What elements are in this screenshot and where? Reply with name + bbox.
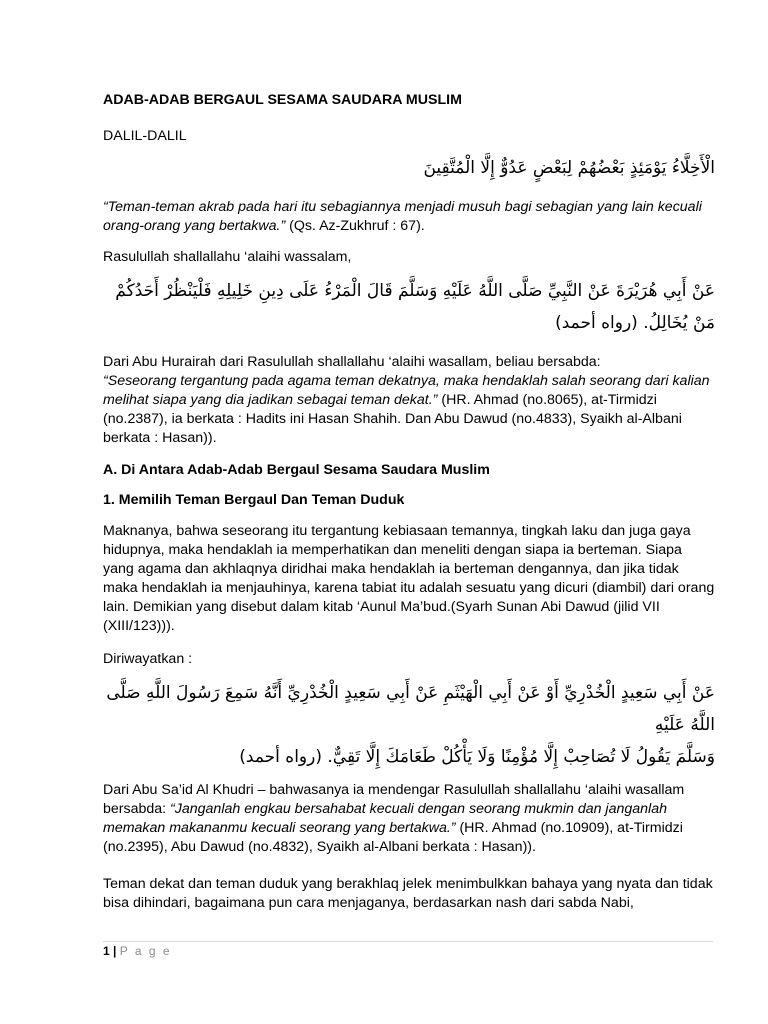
arabic-hadith-2-line-2: وَسَلَّمَ يَقُولُ لَا تُصَاحِبْ إِلَّا مُؤْمِنًا وَلَا يَأْكُلْ طَعَامَكَ إِلَّا تَقِيٌّ. (رواه أحمد) bbox=[239, 747, 715, 767]
hadith-1-translation bbox=[103, 353, 715, 448]
heading-a: A. Di Antara Adab-Adab Bergaul Sesama Saudara Muslim bbox=[103, 462, 490, 478]
rasul-line: Rasulullah shallallahu ‘alaihi wassalam, bbox=[103, 249, 352, 265]
section-subtitle: DALIL-DALIL bbox=[103, 128, 187, 144]
arabic-hadith-2-line-1: عَنْ أَبِي سَعِيدٍ الْخُدْرِيِّ أَوْ عَنْ أَبِي الْهَيْثَمِ عَنْ أَبِي سَعِيدٍ الْخُدْرِيِّ أَنَّهُ سَمِعَ رَسُولَ اللَّهِ صَلَّى اللَّهُ عَلَيْهِ bbox=[106, 683, 715, 735]
hadith-2-reference: (HR. Ahmad (no.10909), at-Tirmidzi (no.2395), Abu Dawud (no.4832), Syaikh al-Albani berkata : Hasan)). bbox=[103, 820, 683, 855]
hadith-1-reference: (HR. Ahmad (no.8065), at-Tirmidzi (no.2387), ia berkata : Hadits ini Hasan Shahih. Dan Abu Dawud (no.4833), Syaikh al-Albani berkata : Hasan)). bbox=[103, 392, 682, 446]
page-number: 1 bbox=[103, 944, 110, 958]
heading-1: 1. Memilih Teman Bergaul Dan Teman Duduk bbox=[103, 492, 405, 508]
verse-translation bbox=[103, 198, 715, 236]
page-footer bbox=[103, 944, 172, 958]
diriwayatkan-label: Diriwayatkan : bbox=[103, 651, 193, 667]
hadith-1-intro: Dari Abu Hurairah dari Rasulullah shallallahu ‘alaihi wasallam, beliau bersabda: bbox=[103, 354, 601, 370]
paragraph-maknanya: Maknanya, bahwa seseorang itu tergantung kebiasaan temannya, tingkah laku dan juga gaya hidupnya, maka hendaklah ia memperhatikan dan meneliti dengan siapa ia berteman. Siapa yang agama dan akhlaqnya diridhai maka hendaklah ia berteman dengannya, dan jika tidak maka hendaklah ia menjauhinya, karena tabiat itu adalah sesuatu yang dicuri (diambil) dari orang lain. Demikian yang disebut dalam kitab ‘Aunul Ma’bud.(Syarh Sunan Abi Dawud (jilid VII (XIII/123))). bbox=[103, 523, 715, 634]
document-title: ADAB-ADAB BERGAUL SESAMA SAUDARA MUSLIM bbox=[103, 92, 462, 108]
footer-divider bbox=[103, 941, 713, 942]
verse-reference: (Qs. Az-Zukhruf : 67). bbox=[285, 218, 425, 234]
verse-translation-text: “Teman-teman akrab pada hari itu sebagiannya menjadi musuh bagi sebagian yang lain kecuali orang-orang yang bertakwa.” bbox=[103, 199, 702, 234]
page-separator: | bbox=[113, 944, 117, 958]
paragraph-teman-dekat: Teman dekat dan teman duduk yang berakhlaq jelek menimbulkkan bahaya yang nyata dan tidak bisa dihindari, bagaimana pun cara menjaganya, berdasarkan nash dari sabda Nabi, bbox=[103, 876, 713, 911]
hadith-2-translation bbox=[103, 781, 715, 857]
page-label: P a g e bbox=[119, 944, 172, 958]
hadith-2-intro: Dari Abu Sa’id Al Khudri – bahwasanya ia mendengar Rasulullah shallallahu ‘alaihi wasallam bersabda: bbox=[103, 782, 685, 817]
hadith-1-quote: “Seseorang tergantung pada agama teman dekatnya, maka hendaklah salah seorang dari kalian melihat siapa yang dia jadikan sebagai teman dekat.” bbox=[103, 373, 710, 408]
arabic-hadith-1: عَنْ أَبِي هُرَيْرَةَ عَنْ النَّبِيِّ صَلَّى اللَّهُ عَلَيْهِ وَسَلَّمَ قَالَ الْمَرْءُ عَلَى دِينِ خَلِيلِهِ فَلْيَنْظُرْ أَحَدُكُمْ مَنْ يُخَالِلُ. (رواه أحمد) bbox=[115, 281, 715, 333]
arabic-verse: الْأَخِلَّاءُ يَوْمَئِذٍ بَعْضُهُمْ لِبَعْضٍ عَدُوٌّ إِلَّا الْمُتَّقِينَ bbox=[423, 158, 715, 178]
hadith-2-quote: “Janganlah engkau bersahabat kecuali dengan seorang mukmin dan janganlah memakan makananmu kecuali seorang yang bertakwa.” bbox=[103, 801, 667, 836]
document-body bbox=[103, 92, 715, 913]
